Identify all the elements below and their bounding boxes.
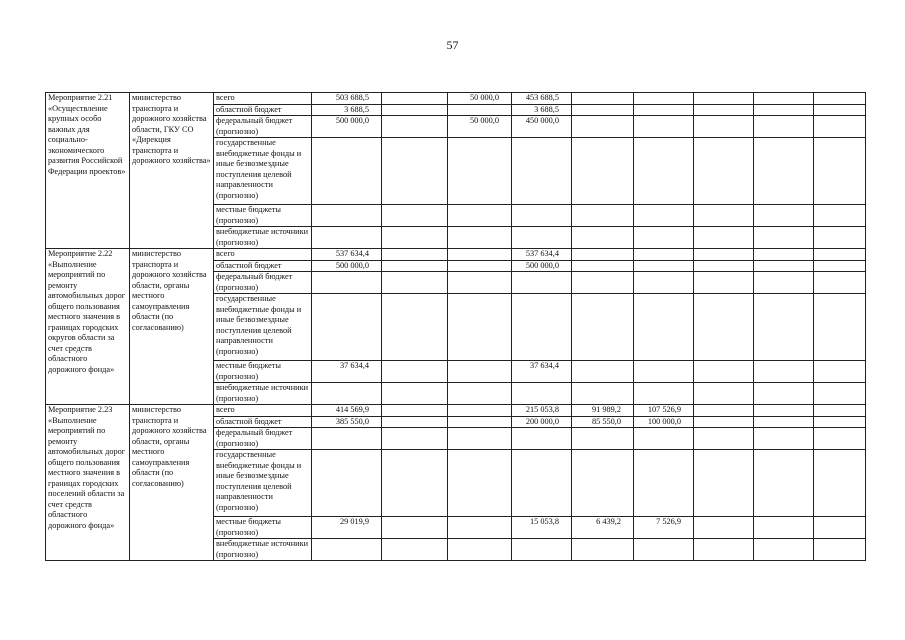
- amount-cell: [754, 272, 814, 294]
- amount-cell: [694, 205, 754, 227]
- amount-cell: [634, 138, 694, 205]
- amount-cell: [512, 539, 572, 561]
- amount-cell: [512, 272, 572, 294]
- funding-source: государственные внебюджетные фонды и иные безвозмездные поступления целевой направленности (прогнозно): [214, 294, 312, 361]
- amount-cell: [382, 416, 448, 428]
- amount-cell: [634, 539, 694, 561]
- amount-cell: 37 634,4: [312, 361, 382, 383]
- funding-source: местные бюджеты (прогнозно): [214, 517, 312, 539]
- amount-cell: [572, 428, 634, 450]
- amount-cell: 29 019,9: [312, 517, 382, 539]
- amount-cell: [448, 260, 512, 272]
- funding-source: федеральный бюджет (прогнозно): [214, 428, 312, 450]
- amount-cell: [634, 428, 694, 450]
- amount-cell: [754, 450, 814, 517]
- amount-cell: [634, 294, 694, 361]
- amount-cell: [694, 383, 754, 405]
- amount-cell: [694, 104, 754, 116]
- funding-source: всего: [214, 405, 312, 417]
- amount-cell: [694, 450, 754, 517]
- amount-cell: [572, 383, 634, 405]
- amount-cell: [634, 227, 694, 249]
- amount-cell: [814, 93, 866, 105]
- amount-cell: [754, 93, 814, 105]
- amount-cell: [694, 428, 754, 450]
- amount-cell: 215 053,8: [512, 405, 572, 417]
- amount-cell: [814, 450, 866, 517]
- amount-cell: [382, 260, 448, 272]
- amount-cell: [572, 294, 634, 361]
- amount-cell: [382, 539, 448, 561]
- measure-name: Мероприятие 2.22 «Выполнение мероприятий по ремонту автомобильных дорог общего пользования местного значения в границах городских округов области за счет средств областного дорожного фонда»: [46, 249, 130, 405]
- amount-cell: [694, 116, 754, 138]
- amount-cell: [512, 383, 572, 405]
- amount-cell: [634, 450, 694, 517]
- amount-cell: [814, 361, 866, 383]
- amount-cell: [448, 249, 512, 261]
- amount-cell: [382, 227, 448, 249]
- amount-cell: [754, 205, 814, 227]
- amount-cell: [694, 138, 754, 205]
- amount-cell: [312, 428, 382, 450]
- amount-cell: 414 569,9: [312, 405, 382, 417]
- funding-source: государственные внебюджетные фонды и иные безвозмездные поступления целевой направленности (прогнозно): [214, 450, 312, 517]
- amount-cell: [382, 517, 448, 539]
- funding-source: государственные внебюджетные фонды и иные безвозмездные поступления целевой направленности (прогнозно): [214, 138, 312, 205]
- amount-cell: [312, 138, 382, 205]
- amount-cell: [572, 539, 634, 561]
- funding-source: федеральный бюджет (прогнозно): [214, 272, 312, 294]
- amount-cell: [382, 93, 448, 105]
- amount-cell: 450 000,0: [512, 116, 572, 138]
- amount-cell: [814, 116, 866, 138]
- amount-cell: [448, 294, 512, 361]
- amount-cell: [694, 405, 754, 417]
- amount-cell: [694, 517, 754, 539]
- amount-cell: [634, 93, 694, 105]
- amount-cell: [814, 104, 866, 116]
- amount-cell: [382, 294, 448, 361]
- amount-cell: [814, 272, 866, 294]
- amount-cell: 7 526,9: [634, 517, 694, 539]
- funding-source: всего: [214, 93, 312, 105]
- amount-cell: 385 550,0: [312, 416, 382, 428]
- amount-cell: [694, 361, 754, 383]
- amount-cell: [814, 383, 866, 405]
- funding-source: местные бюджеты (прогнозно): [214, 205, 312, 227]
- amount-cell: [312, 539, 382, 561]
- amount-cell: [572, 260, 634, 272]
- amount-cell: [382, 249, 448, 261]
- amount-cell: [512, 294, 572, 361]
- amount-cell: [382, 428, 448, 450]
- amount-cell: [694, 227, 754, 249]
- table-row: [46, 249, 866, 261]
- amount-cell: 453 688,5: [512, 93, 572, 105]
- amount-cell: 500 000,0: [512, 260, 572, 272]
- amount-cell: [754, 294, 814, 361]
- amount-cell: [448, 361, 512, 383]
- amount-cell: [572, 227, 634, 249]
- amount-cell: 537 634,4: [312, 249, 382, 261]
- amount-cell: [572, 249, 634, 261]
- amount-cell: [814, 428, 866, 450]
- table-row: [46, 405, 866, 417]
- amount-cell: [572, 93, 634, 105]
- amount-cell: [382, 104, 448, 116]
- funding-source: всего: [214, 249, 312, 261]
- amount-cell: [634, 272, 694, 294]
- amount-cell: [448, 539, 512, 561]
- amount-cell: [814, 416, 866, 428]
- measure-executor: министерство транспорта и дорожного хозяйства области, органы местного самоуправления области (по согласованию): [130, 405, 214, 561]
- amount-cell: 85 550,0: [572, 416, 634, 428]
- amount-cell: [814, 138, 866, 205]
- funding-source: внебюджетные источники (прогнозно): [214, 539, 312, 561]
- amount-cell: [694, 294, 754, 361]
- amount-cell: [754, 428, 814, 450]
- amount-cell: [754, 138, 814, 205]
- amount-cell: [512, 227, 572, 249]
- amount-cell: [448, 383, 512, 405]
- amount-cell: [448, 428, 512, 450]
- funding-source: местные бюджеты (прогнозно): [214, 361, 312, 383]
- amount-cell: [694, 249, 754, 261]
- amount-cell: [814, 539, 866, 561]
- amount-cell: 503 688,5: [312, 93, 382, 105]
- amount-cell: 15 053,8: [512, 517, 572, 539]
- funding-source: внебюджетные источники (прогнозно): [214, 383, 312, 405]
- amount-cell: [634, 116, 694, 138]
- amount-cell: [448, 205, 512, 227]
- amount-cell: [448, 416, 512, 428]
- amount-cell: [448, 450, 512, 517]
- amount-cell: [754, 383, 814, 405]
- amount-cell: [572, 138, 634, 205]
- amount-cell: [312, 227, 382, 249]
- amount-cell: [512, 450, 572, 517]
- amount-cell: [754, 361, 814, 383]
- amount-cell: [312, 272, 382, 294]
- amount-cell: [754, 249, 814, 261]
- amount-cell: [634, 104, 694, 116]
- amount-cell: [694, 260, 754, 272]
- amount-cell: [754, 104, 814, 116]
- amount-cell: [694, 272, 754, 294]
- funding-source: областной бюджет: [214, 104, 312, 116]
- measure-executor: министерство транспорта и дорожного хозяйства области, органы местного самоуправления области (по согласованию): [130, 249, 214, 405]
- amount-cell: [814, 405, 866, 417]
- amount-cell: [512, 205, 572, 227]
- amount-cell: [572, 272, 634, 294]
- page-number: 57: [446, 38, 459, 52]
- funding-source: областной бюджет: [214, 416, 312, 428]
- measure-name: Мероприятие 2.23 «Выполнение мероприятий по ремонту автомобильных дорог общего пользования местного значения в границах городских поселений области за счет средств областного дорожного фонда»: [46, 405, 130, 561]
- amount-cell: [382, 272, 448, 294]
- amount-cell: [754, 260, 814, 272]
- amount-cell: [382, 205, 448, 227]
- amount-cell: [312, 383, 382, 405]
- amount-cell: 50 000,0: [448, 93, 512, 105]
- table-row: [46, 93, 866, 105]
- amount-cell: [512, 138, 572, 205]
- amount-cell: [448, 104, 512, 116]
- amount-cell: 6 439,2: [572, 517, 634, 539]
- amount-cell: [382, 361, 448, 383]
- amount-cell: [572, 104, 634, 116]
- funding-source: федеральный бюджет (прогнозно): [214, 116, 312, 138]
- amount-cell: [572, 116, 634, 138]
- amount-cell: [448, 272, 512, 294]
- amount-cell: [754, 416, 814, 428]
- amount-cell: 100 000,0: [634, 416, 694, 428]
- amount-cell: 3 688,5: [512, 104, 572, 116]
- amount-cell: [448, 517, 512, 539]
- amount-cell: [448, 138, 512, 205]
- amount-cell: [382, 405, 448, 417]
- amount-cell: [814, 205, 866, 227]
- amount-cell: [312, 294, 382, 361]
- amount-cell: [634, 383, 694, 405]
- amount-cell: [382, 450, 448, 517]
- amount-cell: 91 989,2: [572, 405, 634, 417]
- amount-cell: 537 634,4: [512, 249, 572, 261]
- amount-cell: [694, 93, 754, 105]
- amount-cell: [694, 539, 754, 561]
- amount-cell: 3 688,5: [312, 104, 382, 116]
- amount-cell: [382, 116, 448, 138]
- measure-executor: министерство транспорта и дорожного хозяйства области, ГКУ СО «Дирекция транспорта и дорожного хозяйства»: [130, 93, 214, 249]
- amount-cell: 37 634,4: [512, 361, 572, 383]
- amount-cell: [312, 450, 382, 517]
- amount-cell: [572, 361, 634, 383]
- amount-cell: [754, 517, 814, 539]
- amount-cell: [754, 227, 814, 249]
- amount-cell: [694, 416, 754, 428]
- budget-table: [45, 92, 866, 561]
- amount-cell: [754, 539, 814, 561]
- amount-cell: [814, 227, 866, 249]
- amount-cell: [634, 260, 694, 272]
- amount-cell: 200 000,0: [512, 416, 572, 428]
- amount-cell: [572, 450, 634, 517]
- amount-cell: [814, 249, 866, 261]
- amount-cell: [572, 205, 634, 227]
- amount-cell: [814, 517, 866, 539]
- amount-cell: [382, 138, 448, 205]
- amount-cell: [512, 428, 572, 450]
- funding-source: областной бюджет: [214, 260, 312, 272]
- amount-cell: [634, 361, 694, 383]
- amount-cell: 50 000,0: [448, 116, 512, 138]
- amount-cell: [754, 405, 814, 417]
- funding-source: внебюджетные источники (прогнозно): [214, 227, 312, 249]
- amount-cell: [448, 227, 512, 249]
- measure-name: Мероприятие 2.21 «Осуществление крупных особо важных для социально-экономического развития Российской Федерации проектов»: [46, 93, 130, 249]
- amount-cell: 500 000,0: [312, 260, 382, 272]
- amount-cell: 107 526,9: [634, 405, 694, 417]
- amount-cell: [382, 383, 448, 405]
- amount-cell: 500 000,0: [312, 116, 382, 138]
- amount-cell: [754, 116, 814, 138]
- amount-cell: [312, 205, 382, 227]
- amount-cell: [448, 405, 512, 417]
- amount-cell: [634, 249, 694, 261]
- amount-cell: [814, 294, 866, 361]
- amount-cell: [634, 205, 694, 227]
- amount-cell: [814, 260, 866, 272]
